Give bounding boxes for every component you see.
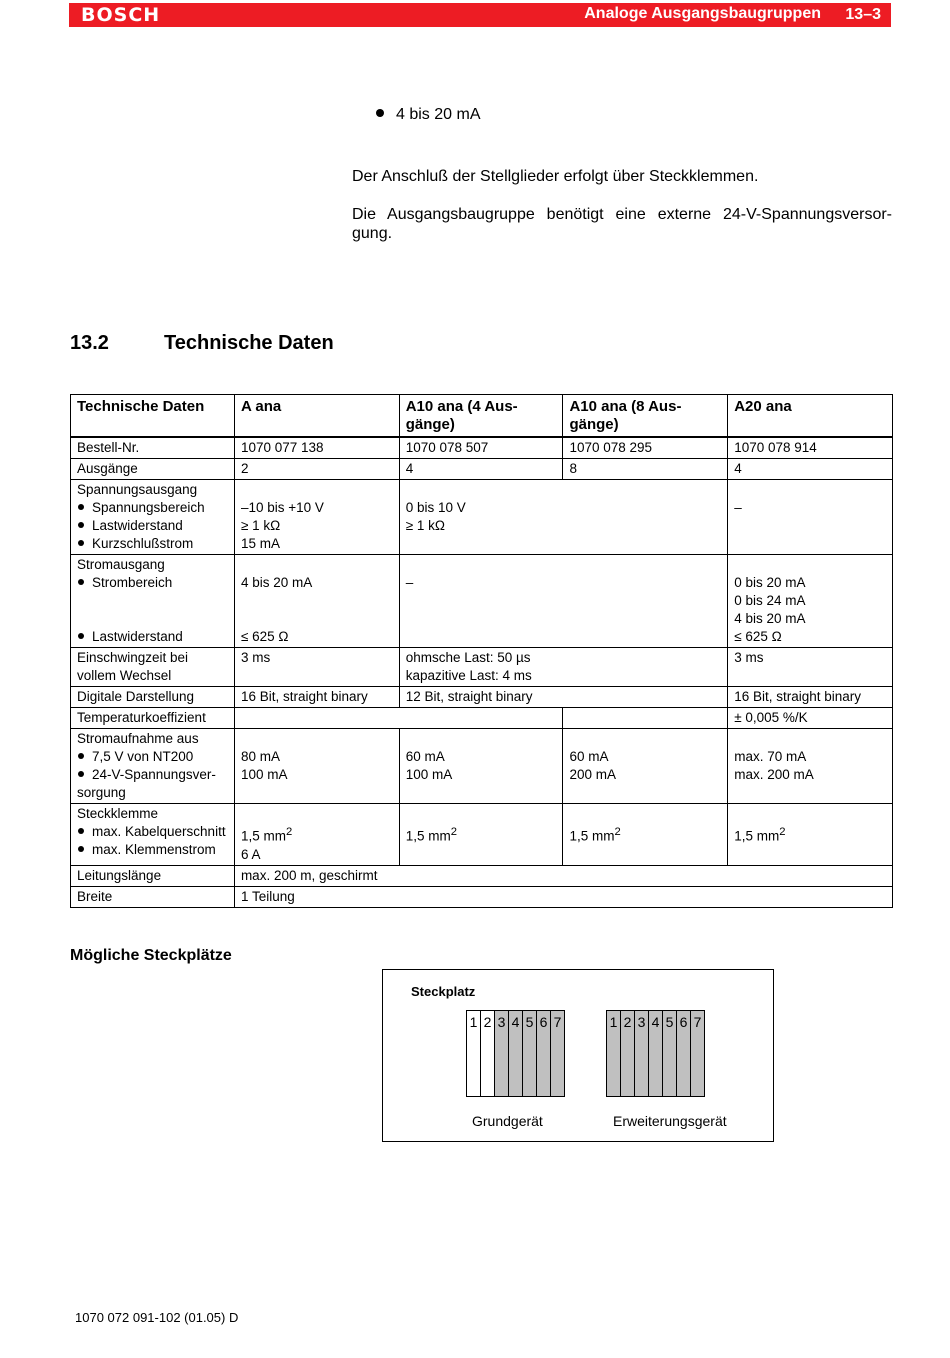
slot (494, 1010, 509, 1097)
slot-number: 3 (637, 1014, 646, 1030)
slot (466, 1010, 481, 1097)
table-row (71, 886, 893, 907)
row-label-item: max. Kabelquerschnitt (92, 824, 226, 839)
superscript: 2 (779, 826, 786, 838)
row-label (71, 729, 235, 804)
slot-number: 5 (525, 1014, 534, 1030)
row-label: Einschwingzeit bei vollem Wechsel (71, 648, 235, 687)
table-row (71, 459, 893, 480)
row-label: Breite (71, 886, 235, 907)
table-cell (234, 729, 399, 804)
cell-value: 6 A (240, 846, 261, 862)
table-cell (234, 708, 399, 729)
cell-value: 4 bis 20 mA (240, 575, 313, 590)
table-row (71, 480, 893, 555)
table-cell (563, 708, 728, 729)
row-label-item: Spannungsbereich (92, 500, 205, 515)
slot-number: 4 (651, 1014, 660, 1030)
row-label: Ausgänge (71, 459, 235, 480)
table-cell (728, 555, 893, 648)
page-number: 13–3 (845, 6, 881, 23)
table-cell (728, 480, 893, 555)
table-cell: 1070 078 295 (563, 437, 728, 459)
bullet-icon (376, 109, 384, 117)
table-cell: 4 (728, 459, 893, 480)
cell-value: 1,5 mm (569, 828, 615, 844)
slot (676, 1010, 691, 1097)
slot (550, 1010, 565, 1097)
row-label: Digitale Darstellung (71, 687, 235, 708)
table-cell (234, 480, 399, 555)
chapter-title: Analoge Ausgangsbaugruppen (584, 5, 821, 22)
table-cell (563, 804, 728, 866)
footer-doc-number: 1070 072 091-102 (01.05) D (75, 1310, 239, 1325)
table-row (71, 865, 893, 886)
table-cell (399, 648, 728, 687)
slot-number: 3 (497, 1014, 506, 1030)
base-unit-rack (467, 1010, 565, 1097)
table-row (71, 804, 893, 866)
slot-number: 4 (511, 1014, 520, 1030)
extension-unit-rack (607, 1010, 705, 1097)
bullet-icon (78, 579, 84, 585)
table-row (71, 648, 893, 687)
cell-value: 100 mA (405, 767, 453, 782)
table-cell: 16 Bit, straight binary (234, 687, 399, 708)
superscript: 2 (285, 826, 293, 838)
table-header: Technische Daten (71, 395, 235, 438)
row-label (71, 804, 235, 866)
cell-value: 100 mA (240, 767, 288, 782)
table-cell (399, 480, 728, 555)
row-label (71, 480, 235, 555)
row-label: Leitungslänge (71, 865, 235, 886)
row-label-item: 24-V-Spannungsver-sorgung (77, 767, 216, 800)
slot (536, 1010, 551, 1097)
section-title: Technische Daten (164, 332, 334, 354)
slot-number: 5 (665, 1014, 674, 1030)
table-cell (399, 708, 563, 729)
table-header: A10 ana (4 Aus-gänge) (399, 395, 563, 438)
spec-table (70, 394, 893, 908)
cell-value: 80 mA (240, 749, 280, 764)
extension-unit-label: Erweiterungsgerät (613, 1113, 727, 1129)
table-cell: 1070 078 507 (399, 437, 563, 459)
slot (480, 1010, 495, 1097)
slot (522, 1010, 537, 1097)
slots-heading: Mögliche Steckplätze (70, 947, 232, 964)
cell-value: 1,5 mm (734, 828, 780, 844)
bosch-logo: BOSCH (81, 4, 161, 26)
cell-value: – (734, 500, 742, 515)
cell-value: ≥ 1 kΩ (405, 518, 445, 533)
table-cell: 2 (234, 459, 399, 480)
cell-value: ≥ 1 kΩ (240, 518, 281, 533)
cell-value: max. 200 mA (734, 767, 814, 782)
table-header: A10 ana (8 Aus-gänge) (563, 395, 728, 438)
slot (606, 1010, 621, 1097)
slot-number: 6 (679, 1014, 688, 1030)
bullet-icon (78, 504, 84, 510)
table-cell (728, 804, 893, 866)
cell-value: 60 mA (569, 749, 609, 764)
slot-number: 7 (693, 1014, 702, 1030)
cell-value: 0 bis 20 mA (734, 575, 806, 590)
bullet-icon (78, 633, 84, 639)
table-cell (234, 555, 399, 648)
slot (620, 1010, 635, 1097)
table-cell: 12 Bit, straight binary (399, 687, 728, 708)
table-cell: 1 Teilung (234, 886, 892, 907)
cell-value: ≤ 625 Ω (240, 629, 289, 644)
slot (662, 1010, 677, 1097)
slot-number: 1 (469, 1014, 478, 1030)
table-cell: 1070 078 914 (728, 437, 893, 459)
bullet-icon (78, 846, 84, 852)
cell-value: 0 bis 10 V (405, 500, 466, 515)
slot-number: 2 (623, 1014, 632, 1030)
cell-value: 0 bis 24 mA (734, 593, 806, 608)
bullet-icon (78, 753, 84, 759)
section-number: 13.2 (70, 332, 109, 354)
slot-number: 6 (539, 1014, 548, 1030)
cell-value: kapazitive Last: 4 ms (405, 668, 532, 683)
slot-number: 1 (609, 1014, 618, 1030)
table-cell (728, 729, 893, 804)
table-cell: 3 ms (234, 648, 399, 687)
table-cell: max. 200 m, geschirmt (234, 865, 892, 886)
intro-paragraph-1: Der Anschluß der Stellglieder erfolgt über Steckklemmen. (352, 168, 759, 185)
row-label (71, 555, 235, 648)
bullet-icon (78, 771, 84, 777)
cell-value: ≤ 625 Ω (734, 629, 782, 644)
slot-diagram-title: Steckplatz (411, 984, 476, 999)
table-row (71, 437, 893, 459)
cell-value: 60 mA (405, 749, 445, 764)
intro-paragraph-2: Die Ausgangsbaugruppe benötigt eine externe 24-V-Spannungsversor-gung. (352, 206, 892, 242)
intro-bullet-text: 4 bis 20 mA (396, 106, 481, 123)
row-label-title: Stromausgang (77, 557, 165, 572)
table-header: A ana (234, 395, 399, 438)
table-cell (399, 729, 563, 804)
row-label-item: Lastwiderstand (92, 518, 183, 533)
slot (634, 1010, 649, 1097)
row-label-title: Steckklemme (77, 806, 159, 821)
row-label-item: Kurzschlußstrom (92, 536, 194, 551)
row-label-item: Lastwiderstand (92, 629, 183, 644)
bullet-icon (78, 828, 84, 834)
table-cell (399, 804, 563, 866)
table-row (71, 555, 893, 648)
table-cell: 4 (399, 459, 563, 480)
superscript: 2 (614, 826, 621, 838)
table-header: A20 ana (728, 395, 893, 438)
row-label-title: Spannungsausgang (77, 482, 198, 497)
cell-value: 15 mA (240, 536, 280, 551)
table-row (71, 729, 893, 804)
slot (648, 1010, 663, 1097)
slot-number: 7 (553, 1014, 562, 1030)
slot (508, 1010, 523, 1097)
base-unit-label: Grundgerät (472, 1113, 543, 1129)
table-header-row (71, 395, 893, 438)
row-label-item: 7,5 V von NT200 (92, 749, 194, 764)
slot-number: 2 (483, 1014, 492, 1030)
row-label-item: max. Klemmenstrom (92, 842, 216, 857)
table-row (71, 687, 893, 708)
cell-value: 1,5 mm (405, 828, 451, 844)
intro-bullet (376, 106, 480, 124)
row-label: Temperaturkoeffizient (71, 708, 235, 729)
superscript: 2 (450, 826, 457, 838)
cell-value: 1,5 mm (240, 828, 286, 844)
row-label: Bestell-Nr. (71, 437, 235, 459)
row-label-title: Stromaufnahme aus (77, 731, 199, 746)
header-bar (69, 3, 891, 27)
table-cell: 16 Bit, straight binary (728, 687, 893, 708)
cell-value: 200 mA (569, 767, 616, 782)
row-label-item: Strombereich (92, 575, 173, 590)
cell-value: max. 70 mA (734, 749, 807, 764)
bullet-icon (78, 522, 84, 528)
cell-value: 4 bis 20 mA (734, 611, 806, 626)
table-cell (234, 804, 399, 866)
bullet-icon (78, 540, 84, 546)
cell-value: –10 bis +10 V (240, 500, 324, 515)
cell-value: – (405, 575, 414, 590)
table-cell: 8 (563, 459, 728, 480)
table-cell: 1070 077 138 (234, 437, 399, 459)
table-cell (399, 555, 728, 648)
table-cell: 3 ms (728, 648, 893, 687)
slot (690, 1010, 705, 1097)
section-heading (70, 332, 334, 355)
cell-value: ohmsche Last: 50 µs (405, 650, 531, 665)
table-cell (563, 729, 728, 804)
table-row (71, 708, 893, 729)
table-cell: ± 0,005 %/K (728, 708, 893, 729)
slot-diagram (382, 969, 774, 1142)
